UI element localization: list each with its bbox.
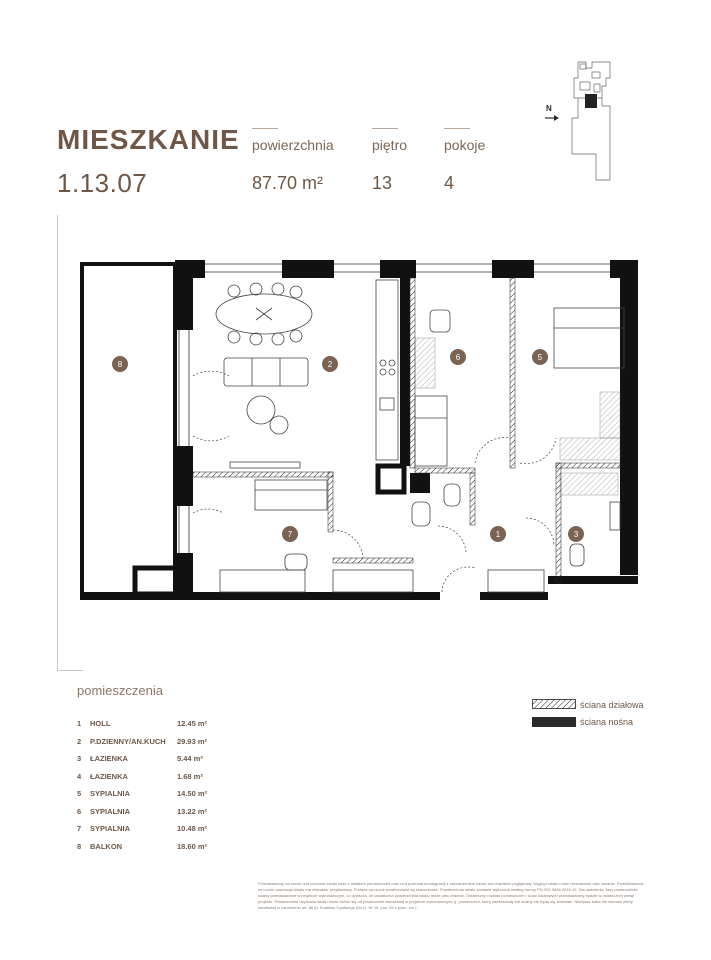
room-number: 1 — [77, 719, 82, 728]
stat-divider — [372, 128, 398, 129]
room-marker-6 — [450, 349, 466, 365]
room-marker-2 — [322, 356, 338, 372]
room-marker-label: 1 — [495, 530, 501, 539]
stat-value-floor: 13 — [372, 173, 393, 193]
building-key-plan — [566, 58, 616, 184]
room-name: HOLL — [90, 719, 111, 728]
room-row — [77, 807, 217, 821]
load-bearing-wall-swatch — [532, 717, 576, 727]
room-row — [77, 789, 217, 803]
room-number: 8 — [77, 841, 82, 851]
stat-label-floor: piętro — [372, 137, 408, 153]
room-area: 1.68 m² — [177, 771, 203, 781]
room-marker-label: 8 — [117, 360, 123, 369]
apartment-number: 1.13.07 — [57, 168, 148, 198]
room-area: 14.50 m² — [177, 789, 208, 798]
north-arrow-icon — [544, 114, 560, 122]
stat-label-rooms: pokoje — [444, 137, 486, 153]
stat-divider — [252, 128, 278, 129]
disclaimer-text: Przedstawiony na karcie rzut pozioma lokalu wraz z układem pomieszczeń oraz rzut pozioma kondygnacji z zaznaczeniem lokalu ma charakter poglądowy. Wygląd lokalu może nieznacznie ulec zmianie. Przedstawiona na rzucie aranżacja lokalu ma charakter przykładowy. Podane na rzucie powierzchnie są szacunkowe. Powierzchnia lokalu zostanie wyliczona według normy PN-ISO 9836:2015-12. Dla ułatwienia, fazy powierzchnie ściany przedstawione w projekcie wykonawczym, co oznacza, że ostateczna powierzchnia lokalu może ulec zmianie. Ostateczny rozkład pomieszczeń i ścian działowych przedstawiony będzie w ostatecznej wersji projektu. Powierzchnia użytkowa lokalu może różnić się od powierzchni wskazanej w projekcie wykonawczym, tj. powierzchni, którą zamieszkały lub ściany nie będą się zmieniać. Niniejsza karta nie stanowi oferty handlowej w rozumieniu art. 66 §1 Kodeksu Cywilnego (Dz.U. Nr 16, poz. 93 z późn. zm.). — [258, 881, 644, 910]
room-marker-label: 6 — [455, 353, 461, 362]
room-row — [77, 719, 217, 733]
stat-divider — [444, 128, 470, 129]
room-marker-label: 5 — [537, 353, 543, 362]
room-name: SYPIALNIA — [90, 824, 131, 833]
partition-wall-swatch — [532, 699, 576, 709]
legend-partition-wall: ściana działowa — [580, 700, 644, 710]
windows — [179, 264, 610, 553]
room-marker-7 — [282, 526, 298, 542]
room-row — [77, 824, 217, 838]
floor-plan — [80, 258, 640, 602]
room-number: 4 — [77, 771, 82, 781]
stat-value-area: 87.70 m² — [252, 173, 324, 193]
room-area: 13.22 m² — [177, 806, 208, 816]
room-name: SYPIALNIA — [90, 789, 131, 798]
legend-load-bearing-wall: ściana nośna — [580, 717, 634, 727]
room-name: SYPIALNIA — [90, 806, 131, 816]
room-area: 12.45 m² — [177, 719, 208, 728]
room-marker-label: 2 — [327, 360, 333, 369]
rooms-heading: pomieszczenia — [77, 683, 163, 698]
room-marker-5 — [532, 349, 548, 365]
room-row — [77, 737, 217, 751]
room-area: 5.44 m² — [177, 754, 203, 763]
guide-line — [57, 215, 58, 671]
furniture — [216, 280, 624, 592]
room-marker-3 — [568, 526, 584, 542]
room-marker-label: 7 — [287, 530, 293, 539]
north-label: N — [546, 104, 552, 113]
room-area: 29.93 m² — [177, 736, 208, 746]
stat-value-rooms: 4 — [444, 173, 455, 193]
room-marker-label: 3 — [573, 530, 579, 539]
room-row — [77, 754, 217, 768]
room-row — [77, 842, 217, 856]
room-number: 6 — [77, 806, 82, 816]
page-title: MIESZKANIE — [57, 124, 240, 155]
room-name: ŁAZIENKA — [90, 754, 128, 763]
stat-label-area: powierzchnia — [252, 137, 334, 153]
room-name: P.DZIENNY/AN.KUCH — [90, 736, 166, 746]
room-number: 3 — [77, 754, 82, 763]
balcony — [82, 264, 175, 594]
room-number: 2 — [77, 736, 82, 746]
room-row — [77, 772, 217, 786]
room-area: 18.60 m² — [177, 841, 208, 851]
room-number: 7 — [77, 824, 82, 833]
room-number: 5 — [77, 789, 82, 798]
guide-line — [57, 670, 83, 671]
room-name: ŁAZIENKA — [90, 771, 128, 781]
room-marker-1 — [490, 526, 506, 542]
room-area: 10.48 m² — [177, 824, 208, 833]
room-marker-8 — [112, 356, 128, 372]
room-name: BALKON — [90, 841, 123, 851]
